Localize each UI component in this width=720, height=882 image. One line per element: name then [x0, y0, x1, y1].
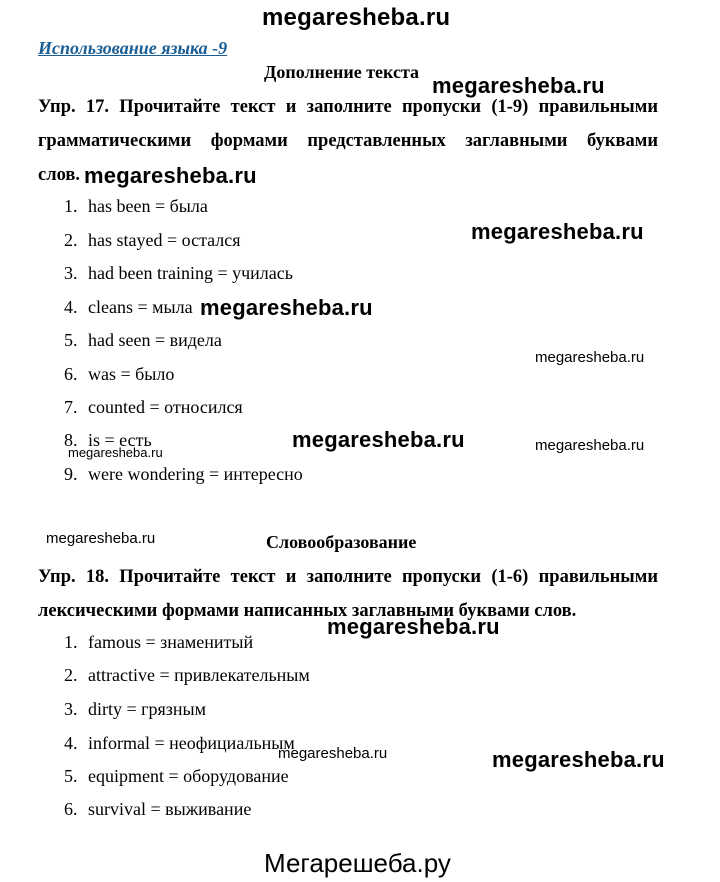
- watermark: megaresheba.ru: [278, 745, 388, 762]
- watermark: megaresheba.ru: [84, 163, 257, 188]
- list-item: 6. was = было: [64, 364, 175, 384]
- watermark: megaresheba.ru: [327, 614, 500, 639]
- list-item: 3. had been training = училась: [64, 263, 293, 283]
- task-18-line: Упр. 18. Прочитайте текст и заполните пропуски (1-6) правильными: [38, 567, 658, 587]
- list-item: 3. dirty = грязным: [64, 699, 207, 719]
- task-17-line: Упр. 17. Прочитайте текст и заполните пропуски (1-9) правильными: [38, 97, 658, 117]
- watermark: megaresheba.ru: [535, 349, 645, 366]
- watermark: megaresheba.ru: [292, 427, 465, 452]
- list-item: 4. informal = неофициальным: [64, 733, 295, 753]
- list-item: 7. counted = относился: [64, 397, 243, 417]
- watermark: megaresheba.ru: [471, 219, 644, 244]
- footer-watermark: Мегарешеба.ру: [264, 848, 451, 878]
- watermark: megaresheba.ru: [535, 437, 645, 454]
- list-item: 9. were wondering = интересно: [64, 464, 303, 484]
- watermark: megaresheba.ru: [68, 445, 163, 460]
- watermark: megaresheba.ru: [200, 295, 373, 320]
- list-item: 4. cleans = мыла: [64, 297, 193, 317]
- task-17-line: грамматическими формами представленных заглавными буквами: [38, 131, 658, 151]
- section1-heading: Дополнение текста: [264, 62, 420, 82]
- watermark: megaresheba.ru: [432, 73, 605, 98]
- watermark-top: megaresheba.ru: [262, 4, 451, 31]
- list-item: 2. attractive = привлекательным: [64, 665, 310, 685]
- watermark: megaresheba.ru: [46, 530, 156, 547]
- list-item: 5. had seen = видела: [64, 330, 222, 350]
- list-item: 8. is = есть: [64, 430, 152, 450]
- list-item: 6. survival = выживание: [64, 799, 252, 819]
- task-17-line: слов.: [38, 165, 80, 185]
- list-item: 2. has stayed = остался: [64, 230, 241, 250]
- section-title[interactable]: Использование языка -9: [38, 38, 228, 58]
- task-18-line: лексическими формами написанных заглавными буквами слов.: [38, 601, 577, 621]
- list-item: 5. equipment = оборудование: [64, 766, 289, 786]
- list-item: 1. famous = знаменитый: [64, 632, 254, 652]
- section2-heading: Словообразование: [266, 532, 417, 552]
- watermark: megaresheba.ru: [492, 747, 665, 772]
- list-item: 1. has been = была: [64, 196, 208, 216]
